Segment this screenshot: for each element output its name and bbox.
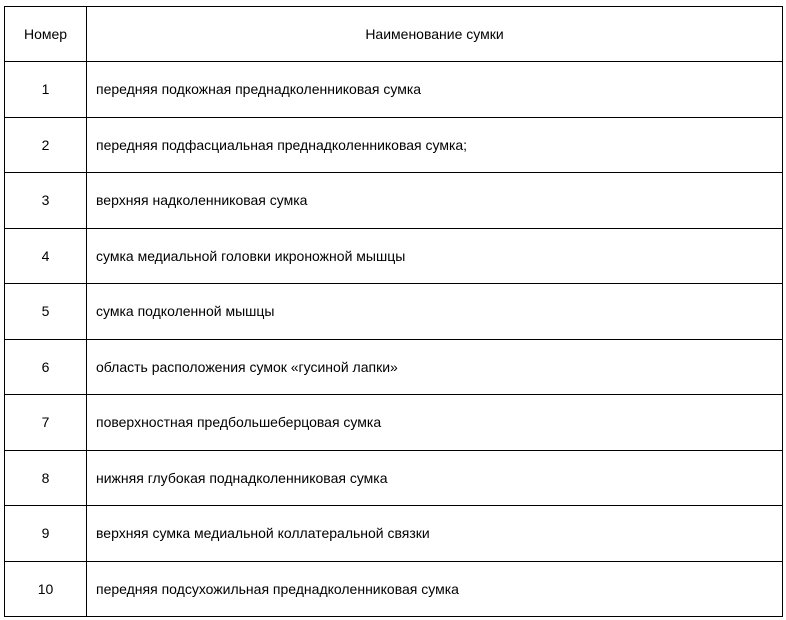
table-row — [5, 284, 783, 340]
table-row — [5, 339, 783, 395]
row-number: 8 — [5, 450, 87, 506]
table-row — [5, 561, 783, 617]
row-number: 5 — [5, 284, 87, 340]
row-number: 9 — [5, 506, 87, 562]
header-number: Номер — [5, 7, 87, 62]
row-name: сумка медиальной головки икроножной мышцы — [87, 228, 783, 284]
row-number: 3 — [5, 173, 87, 229]
table-row — [5, 228, 783, 284]
table-row — [5, 173, 783, 229]
table-body — [5, 62, 783, 617]
row-name: нижняя глубокая поднадколенниковая сумка — [87, 450, 783, 506]
row-number: 1 — [5, 62, 87, 118]
row-name: передняя подкожная преднадколенниковая сумка — [87, 62, 783, 118]
row-name: сумка подколенной мышцы — [87, 284, 783, 340]
row-number: 10 — [5, 561, 87, 617]
row-name: верхняя сумка медиальной коллатеральной связки — [87, 506, 783, 562]
table-row — [5, 62, 783, 118]
row-number: 6 — [5, 339, 87, 395]
row-name: передняя подсухожильная преднадколенниковая сумка — [87, 561, 783, 617]
row-name: передняя подфасциальная преднадколенниковая сумка; — [87, 117, 783, 173]
row-name: поверхностная предбольшеберцовая сумка — [87, 395, 783, 451]
row-name: верхняя надколенниковая сумка — [87, 173, 783, 229]
table-row — [5, 506, 783, 562]
row-number: 4 — [5, 228, 87, 284]
row-name: область расположения сумок «гусиной лапки» — [87, 339, 783, 395]
table-header-row — [5, 7, 783, 62]
row-number: 7 — [5, 395, 87, 451]
table-row — [5, 450, 783, 506]
header-name: Наименование сумки — [87, 7, 783, 62]
bursa-table — [4, 6, 783, 617]
table-row — [5, 117, 783, 173]
table-row — [5, 395, 783, 451]
row-number: 2 — [5, 117, 87, 173]
